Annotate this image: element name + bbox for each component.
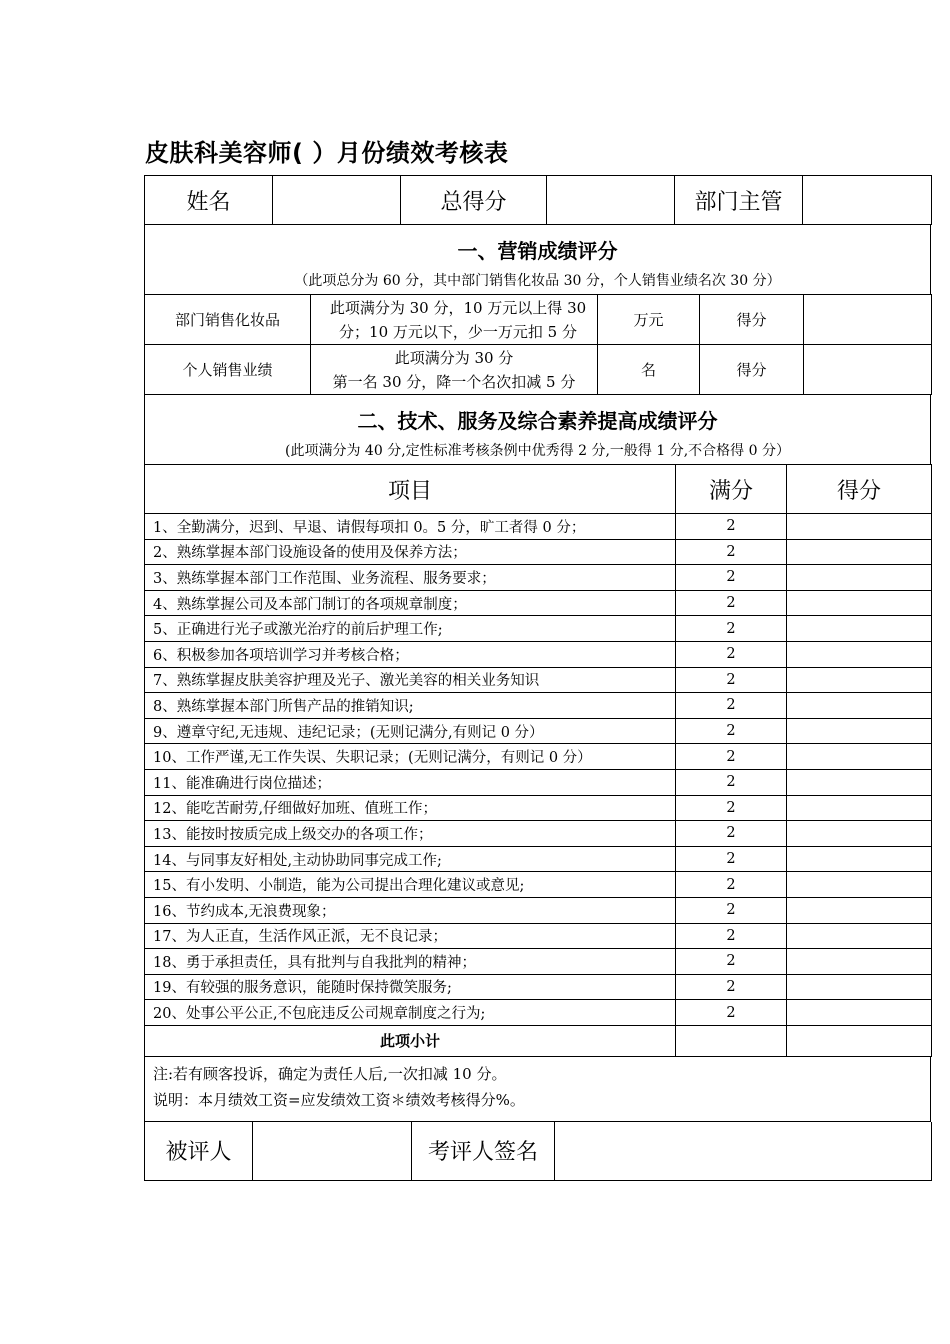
item-text: 8、熟练掌握本部门所售产品的推销知识; bbox=[145, 693, 676, 719]
item-score-field[interactable] bbox=[787, 667, 932, 693]
col-score-header: 得分 bbox=[787, 465, 932, 514]
item-score-field[interactable] bbox=[787, 565, 932, 591]
item-score-field[interactable] bbox=[787, 616, 932, 642]
item-full-score: 2 bbox=[676, 795, 787, 821]
item-score-field[interactable] bbox=[787, 1000, 932, 1026]
item-text: 1、全勤满分，迟到、早退、请假每项扣 0。5 分，旷工者得 0 分； bbox=[145, 514, 676, 540]
col-full-header: 满分 bbox=[676, 465, 787, 514]
item-score-field[interactable] bbox=[787, 872, 932, 898]
table-row bbox=[145, 897, 932, 923]
total-score-field[interactable] bbox=[547, 176, 675, 225]
subtotal-full-field[interactable] bbox=[676, 1025, 787, 1056]
table-row bbox=[145, 641, 932, 667]
section1-table bbox=[144, 294, 932, 395]
table-row bbox=[145, 769, 932, 795]
notes-cell bbox=[145, 1057, 931, 1122]
table-row bbox=[145, 590, 932, 616]
item-text: 10、工作严谨,无工作失误、失职记录；(无则记满分，有则记 0 分） bbox=[145, 744, 676, 770]
item-full-score: 2 bbox=[676, 974, 787, 1000]
item-text: 12、能吃苦耐劳,仔细做好加班、值班工作； bbox=[145, 795, 676, 821]
item-text: 5、正确进行光子或激光治疗的前后护理工作; bbox=[145, 616, 676, 642]
table-row bbox=[145, 667, 932, 693]
total-score-label: 总得分 bbox=[401, 176, 547, 225]
sales-label: 部门销售化妆品 bbox=[145, 295, 311, 345]
table-row bbox=[145, 846, 932, 872]
item-full-score: 2 bbox=[676, 744, 787, 770]
table-row bbox=[145, 718, 932, 744]
name-field[interactable] bbox=[273, 176, 401, 225]
table-row bbox=[145, 821, 932, 847]
item-full-score: 2 bbox=[676, 667, 787, 693]
section1-heading bbox=[144, 225, 931, 294]
table-row bbox=[145, 616, 932, 642]
item-text: 15、有小发明、小制造，能为公司提出合理化建议或意见; bbox=[145, 872, 676, 898]
item-score-field[interactable] bbox=[787, 641, 932, 667]
item-full-score: 2 bbox=[676, 949, 787, 975]
subtotal-score-field[interactable] bbox=[787, 1025, 932, 1056]
item-score-field[interactable] bbox=[787, 539, 932, 565]
item-text: 9、遵章守纪,无违规、违纪记录；(无则记满分,有则记 0 分） bbox=[145, 718, 676, 744]
item-text: 2、熟练掌握本部门设施设备的使用及保养方法； bbox=[145, 539, 676, 565]
table-row bbox=[145, 565, 932, 591]
item-text: 3、熟练掌握本部门工作范围、业务流程、服务要求； bbox=[145, 565, 676, 591]
item-text: 17、为人正直，生活作风正派，无不良记录； bbox=[145, 923, 676, 949]
item-text: 19、有较强的服务意识，能随时保持微笑服务; bbox=[145, 974, 676, 1000]
item-full-score: 2 bbox=[676, 539, 787, 565]
item-full-score: 2 bbox=[676, 821, 787, 847]
items-body bbox=[145, 514, 932, 1026]
item-score-field[interactable] bbox=[787, 744, 932, 770]
personal-score-label: 得分 bbox=[700, 345, 804, 395]
sales-desc: 此项满分为 30 分，10 万元以上得 30 分；10 万元以下，少一万元扣 5 分 bbox=[311, 295, 598, 345]
item-full-score: 2 bbox=[676, 590, 787, 616]
item-full-score: 2 bbox=[676, 514, 787, 540]
manager-field[interactable] bbox=[803, 176, 932, 225]
table-row bbox=[145, 744, 932, 770]
note-line-2: 说明：本月绩效工资=应发绩效工资＊绩效考核得分%。 bbox=[153, 1090, 525, 1109]
sales-row bbox=[145, 295, 932, 345]
assessment-form bbox=[144, 175, 931, 1181]
item-score-field[interactable] bbox=[787, 923, 932, 949]
table-row bbox=[145, 974, 932, 1000]
item-full-score: 2 bbox=[676, 923, 787, 949]
item-text: 6、积极参加各项培训学习并考核合格； bbox=[145, 641, 676, 667]
item-text: 20、处事公平公正,不包庇违反公司规章制度之行为; bbox=[145, 1000, 676, 1026]
table-row bbox=[145, 923, 932, 949]
item-score-field[interactable] bbox=[787, 949, 932, 975]
table-row bbox=[145, 514, 932, 540]
item-full-score: 2 bbox=[676, 616, 787, 642]
col-item-header: 项目 bbox=[145, 465, 676, 514]
sales-unit: 万元 bbox=[598, 295, 700, 345]
note-line-1: 注:若有顾客投诉，确定为责任人后,一次扣减 10 分。 bbox=[153, 1064, 507, 1083]
table-row bbox=[145, 872, 932, 898]
subtotal-label: 此项小计 bbox=[145, 1025, 676, 1056]
personal-unit: 名 bbox=[598, 345, 700, 395]
page-title: 皮肤科美容师( ）月份绩效考核表 bbox=[145, 139, 509, 167]
item-text: 7、熟练掌握皮肤美容护理及光子、激光美容的相关业务知识 bbox=[145, 667, 676, 693]
manager-label: 部门主管 bbox=[675, 176, 803, 225]
evaluator-signature-field[interactable] bbox=[555, 1122, 932, 1181]
item-score-field[interactable] bbox=[787, 846, 932, 872]
item-full-score: 2 bbox=[676, 718, 787, 744]
item-full-score: 2 bbox=[676, 693, 787, 719]
notes-table bbox=[144, 1057, 931, 1122]
table-row bbox=[145, 949, 932, 975]
item-full-score: 2 bbox=[676, 846, 787, 872]
item-score-field[interactable] bbox=[787, 821, 932, 847]
item-text: 18、勇于承担责任，具有批判与自我批判的精神； bbox=[145, 949, 676, 975]
item-full-score: 2 bbox=[676, 769, 787, 795]
sign-table bbox=[144, 1122, 932, 1181]
evaluator-label: 考评人签名 bbox=[412, 1122, 555, 1181]
personal-label: 个人销售业绩 bbox=[145, 345, 311, 395]
item-text: 11、能准确进行岗位描述； bbox=[145, 769, 676, 795]
section2-title: 二、技术、服务及综合素养提高成绩评分 bbox=[357, 409, 718, 433]
item-full-score: 2 bbox=[676, 565, 787, 591]
section1-title: 一、营销成绩评分 bbox=[457, 239, 618, 263]
item-full-score: 2 bbox=[676, 897, 787, 923]
sales-score-field[interactable] bbox=[804, 295, 932, 345]
item-text: 16、节约成本,无浪费现象； bbox=[145, 897, 676, 923]
table-row bbox=[145, 1000, 932, 1026]
evaluatee-field[interactable] bbox=[253, 1122, 412, 1181]
item-score-field[interactable] bbox=[787, 514, 932, 540]
item-text: 4、熟练掌握公司及本部门制订的各项规章制度； bbox=[145, 590, 676, 616]
personal-desc: 此项满分为 30 分 第一名 30 分，降一个名次扣减 5 分 bbox=[311, 345, 598, 395]
personal-row bbox=[145, 345, 932, 395]
item-score-field[interactable] bbox=[787, 769, 932, 795]
name-label: 姓名 bbox=[145, 176, 273, 225]
section2-table bbox=[144, 464, 932, 1057]
header-table bbox=[144, 175, 932, 225]
item-score-field[interactable] bbox=[787, 795, 932, 821]
table-row bbox=[145, 539, 932, 565]
item-score-field[interactable] bbox=[787, 897, 932, 923]
item-full-score: 2 bbox=[676, 641, 787, 667]
personal-score-field[interactable] bbox=[804, 345, 932, 395]
item-score-field[interactable] bbox=[787, 718, 932, 744]
section2-note: (此项满分为 40 分,定性标准考核条例中优秀得 2 分,一般得 1 分,不合格得 0 分） bbox=[285, 443, 790, 459]
item-score-field[interactable] bbox=[787, 590, 932, 616]
table-row bbox=[145, 693, 932, 719]
item-score-field[interactable] bbox=[787, 693, 932, 719]
item-text: 14、与同事友好相处,主动协助同事完成工作; bbox=[145, 846, 676, 872]
evaluatee-label: 被评人 bbox=[145, 1122, 253, 1181]
item-full-score: 2 bbox=[676, 1000, 787, 1026]
section2-heading bbox=[144, 395, 931, 464]
item-full-score: 2 bbox=[676, 872, 787, 898]
item-score-field[interactable] bbox=[787, 974, 932, 1000]
table-row bbox=[145, 795, 932, 821]
item-text: 13、能按时按质完成上级交办的各项工作； bbox=[145, 821, 676, 847]
sales-score-label: 得分 bbox=[700, 295, 804, 345]
section1-note: （此项总分为 60 分，其中部门销售化妆品 30 分，个人销售业绩名次 30 分） bbox=[294, 273, 781, 289]
